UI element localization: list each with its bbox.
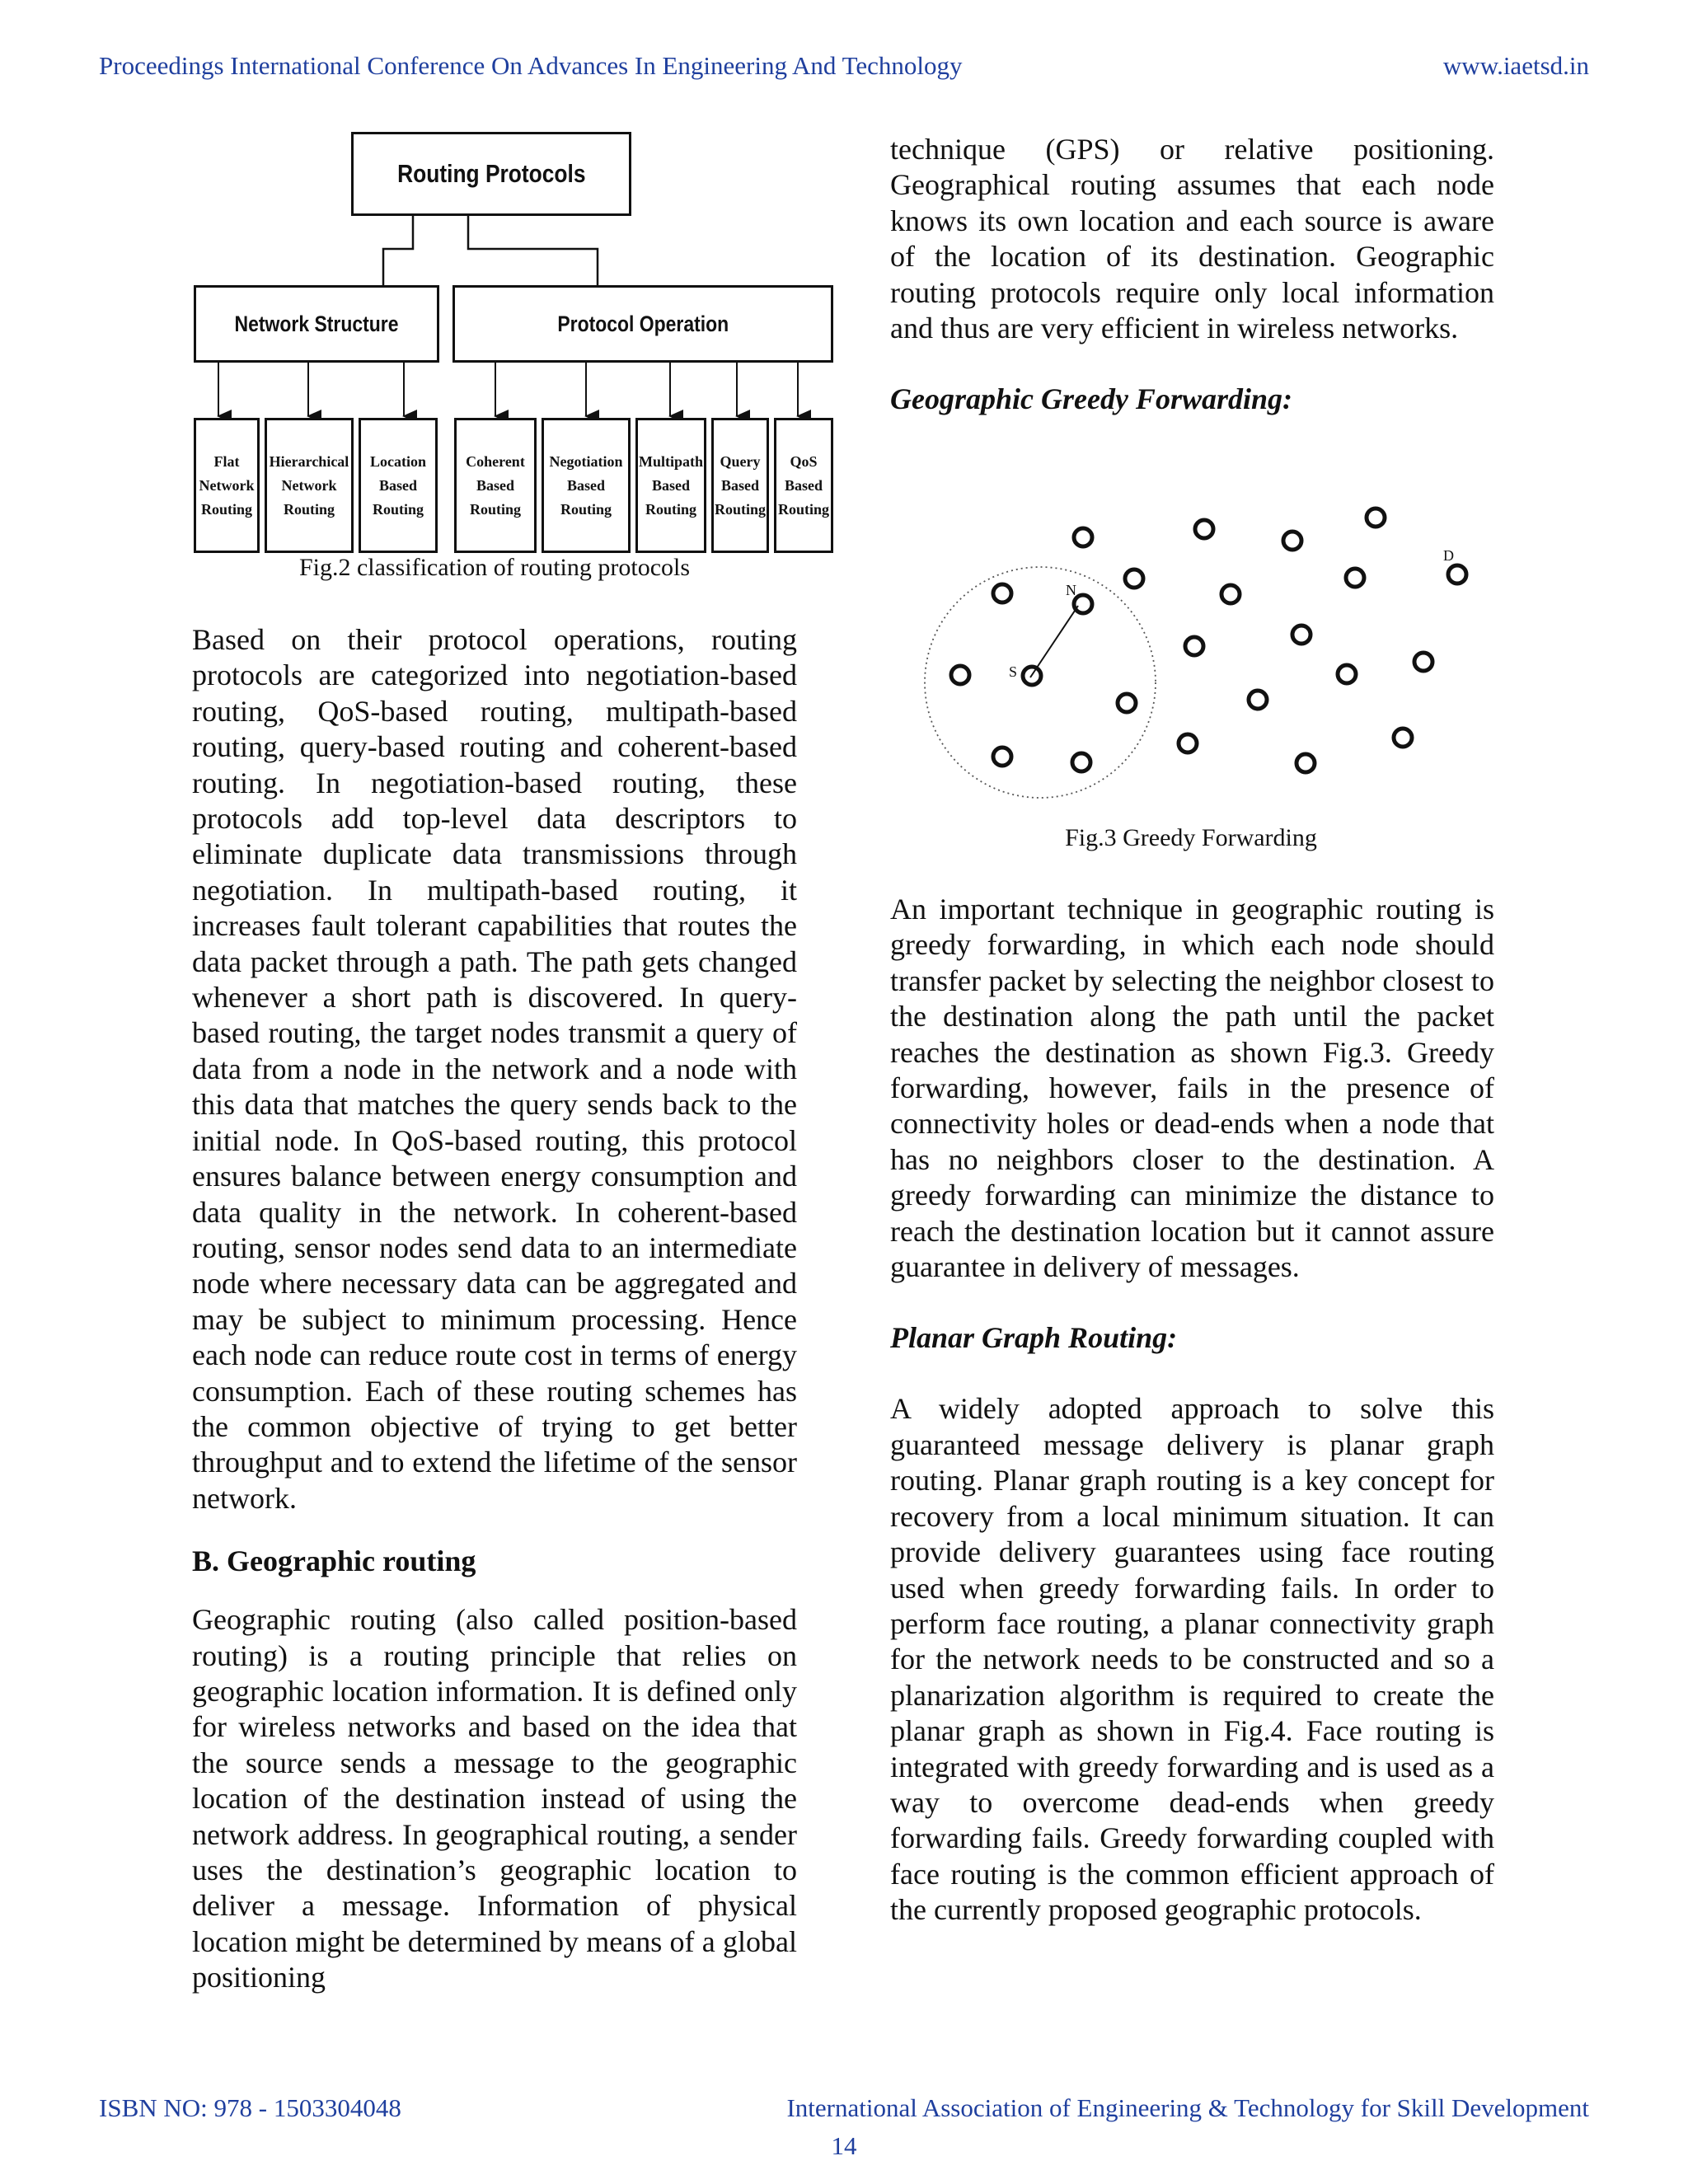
section-heading-greedy-forwarding: Geographic Greedy Forwarding: bbox=[890, 382, 1292, 416]
leaf-qos-based-routing bbox=[774, 418, 833, 553]
sensor-node bbox=[1367, 509, 1385, 527]
leaf-label: Hierarchical Network Routing bbox=[269, 452, 349, 518]
leaf-label: QoS Based Routing bbox=[778, 452, 830, 518]
running-header-title: Proceedings International Conference On Advances In Engineering And Technology bbox=[99, 51, 963, 80]
footer-isbn: ISBN NO: 978 - 1503304048 bbox=[99, 2093, 401, 2122]
leaf-location-based-routing bbox=[359, 418, 438, 553]
sensor-node bbox=[1296, 754, 1315, 772]
sensor-node bbox=[1394, 729, 1412, 747]
greedy-forwarding-figure bbox=[907, 494, 1484, 808]
destination-label: D bbox=[1443, 547, 1454, 564]
sensor-node bbox=[1125, 569, 1143, 588]
routing-protocols-diagram bbox=[192, 132, 835, 560]
leaf-label: Coherent Based Routing bbox=[466, 452, 525, 518]
right-column bbox=[890, 132, 1494, 417]
leaf-multipath-based-routing bbox=[635, 418, 706, 553]
section-heading-geographic-routing: B. Geographic routing bbox=[192, 1544, 476, 1578]
sensor-node bbox=[951, 666, 969, 684]
body-paragraph-greedy-forwarding: An important technique in geographic routing is greedy forwarding, in which each node should transfer packet by selecting the neighbor closest to the destination along the path until the packet reaches the destination as shown Fig.3. Greedy forwarding, however, fails in the presence of connectivity holes or dead-ends when a node that has no neighbors closer to the destination. A greedy forwarding can minimize the distance to reach the destination location but it cannot assure guarantee in delivery of messages. bbox=[890, 893, 1494, 1284]
sensor-node bbox=[993, 584, 1011, 602]
routing-protocols-box bbox=[351, 132, 631, 216]
network-structure-box bbox=[194, 285, 439, 363]
sensor-node bbox=[1283, 532, 1301, 550]
leaf-negotiation-based-routing bbox=[542, 418, 631, 553]
sensor-node bbox=[1185, 637, 1203, 655]
destination-node bbox=[1448, 565, 1466, 583]
sensor-node bbox=[1292, 626, 1311, 644]
sensor-node bbox=[993, 748, 1011, 766]
sensor-node bbox=[1179, 734, 1197, 752]
body-paragraph-gps: technique (GPS) or relative positioning. Geographical routing assumes that each node knows its own location and each source is aware of the location of its destination. Geographic routing protocols require only local information and thus are very efficient in wireless networks. bbox=[890, 133, 1494, 345]
body-paragraph-geographic-routing: Geographic routing (also called position-based routing) is a routing principle that relies on geographic location information. It is defined only for wireless networks and based on the idea that the source sends a message to the geographic location of the destination instead of using the network address. In geographical routing, a sender uses the destination’s geographic location to deliver a message. Information of physical location might be determined by means of a global positioning bbox=[192, 1603, 797, 1994]
leaf-label: Flat Network Routing bbox=[199, 452, 255, 518]
neighbor-label: N bbox=[1066, 582, 1076, 598]
sensor-node bbox=[1346, 569, 1364, 587]
body-paragraph-planar-graph-routing: A widely adopted approach to solve this guaranteed message delivery is planar graph routing. Planar graph routing is a key concept for recovery from a local minimum situation. It can provide delivery guarantees using face routing used when greedy forwarding fails. In order to perform face routing, a planar connectivity graph for the network needs to be constructed and so a planarization algorithm is required to create the planar graph as shown in Fig.4. Face routing is integrated with greedy forwarding and is used as a way to overcome dead-ends when greedy forwarding fails. Greedy forwarding coupled with face routing is the common efficient approach of the currently proposed geographic protocols. bbox=[890, 1392, 1494, 1927]
sensor-node bbox=[1414, 653, 1432, 671]
sensor-node bbox=[1195, 520, 1213, 538]
sensor-node bbox=[1074, 528, 1092, 546]
protocol-operation-box bbox=[452, 285, 833, 363]
leaf-hierarchical-network-routing bbox=[265, 418, 354, 553]
leaf-label: Location Based Routing bbox=[369, 452, 426, 518]
figure2-caption: Fig.2 classification of routing protocols bbox=[298, 554, 691, 581]
leaf-label: Query Based Routing bbox=[715, 452, 767, 518]
figure3-caption: Fig.3 Greedy Forwarding bbox=[1065, 824, 1317, 851]
right-column-lower bbox=[890, 892, 1494, 1929]
sensor-node bbox=[1338, 665, 1356, 683]
page-number: 14 bbox=[831, 2131, 857, 2160]
section-heading-planar-graph-routing: Planar Graph Routing: bbox=[890, 1321, 1178, 1355]
leaf-query-based-routing bbox=[711, 418, 769, 553]
leaf-flat-network-routing bbox=[194, 418, 260, 553]
source-label: S bbox=[1009, 663, 1018, 680]
sensor-node bbox=[1249, 691, 1267, 709]
footer-organization: International Association of Engineering & Technology for Skill Development bbox=[786, 2093, 1589, 2122]
leaf-coherent-based-routing bbox=[454, 418, 537, 553]
sensor-node bbox=[1118, 694, 1136, 712]
routing-protocols-label: Routing Protocols bbox=[396, 159, 586, 188]
sensor-node bbox=[1221, 585, 1240, 603]
leaf-label: Negotiation Based Routing bbox=[549, 452, 623, 518]
body-paragraph-protocol-operations: Based on their protocol operations, routing protocols are categorized into negotiation-based routing, QoS-based routing, multipath-based routing, query-based routing and coherent-based routing. In negotiation-based routing, these protocols add top-level data descriptors to eliminate duplicate data transmissions through negotiation. In multipath-based routing, it increases fault tolerant capabilities that routes the data packet through a path. The path gets changed whenever a short path is discovered. In query-based routing, the target nodes transmit a query of data from a node in the network and a node with this data that matches the query sends back to the initial node. In QoS-based routing, this protocol ensures balance between energy consumption and data quality in the network. In coherent-based routing, sensor nodes send data to an intermediate node where necessary data can be aggregated and may be subject to minimum processing. Hence each node can reduce route cost in terms of energy consumption. Each of these routing schemes has the common objective of trying to get better throughput and to extend the lifetime of the sensor network. bbox=[192, 623, 797, 1515]
sensor-node bbox=[1072, 753, 1090, 771]
protocol-operation-label: Protocol Operation bbox=[557, 311, 729, 336]
network-structure-label: Network Structure bbox=[234, 311, 399, 336]
neighbor-node bbox=[1074, 595, 1092, 613]
running-header-url: www.iaetsd.in bbox=[1442, 51, 1589, 80]
leaf-label: Multipath Based Routing bbox=[639, 452, 704, 518]
left-column bbox=[192, 622, 797, 1996]
